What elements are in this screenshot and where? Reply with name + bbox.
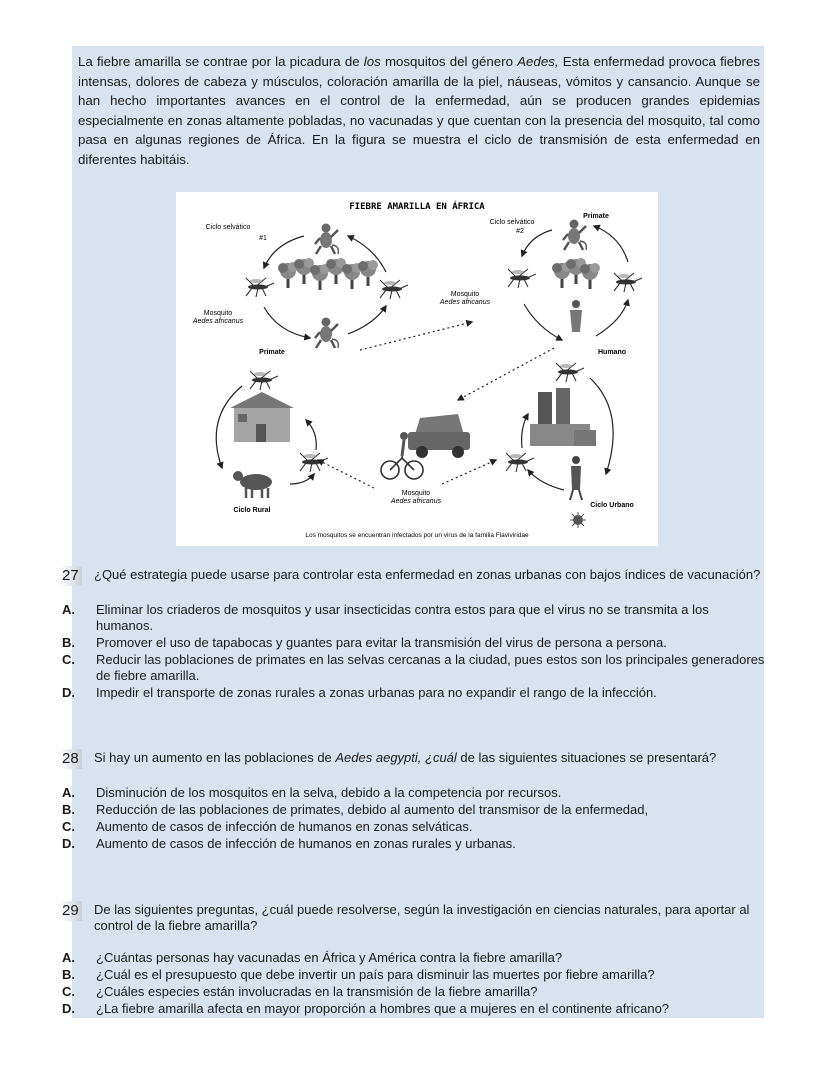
option-a[interactable] bbox=[60, 602, 765, 634]
option-text: Promover el uso de tapabocas y guantes para evitar la transmisión del virus de persona a persona. bbox=[96, 635, 667, 650]
label-primate-top: Primate bbox=[583, 213, 609, 220]
question-number: 27 bbox=[60, 566, 82, 586]
intro-paragraph bbox=[78, 52, 760, 170]
option-letter: C. bbox=[62, 819, 75, 834]
intro-italic: Aedes, bbox=[517, 54, 559, 69]
options-list bbox=[60, 950, 765, 1017]
human-figure-illustration bbox=[570, 300, 582, 332]
option-letter: B. bbox=[62, 635, 75, 650]
option-b[interactable] bbox=[60, 967, 765, 983]
label-ciclo-urbano: Ciclo Urbano bbox=[590, 502, 634, 509]
option-letter: B. bbox=[62, 967, 75, 982]
primate-bottom-left-icon bbox=[315, 318, 338, 349]
option-c[interactable] bbox=[60, 984, 765, 1000]
cycle-diagram bbox=[176, 192, 658, 546]
option-text: Aumento de casos de infección de humanos en zonas selváticas. bbox=[96, 819, 473, 834]
figure-caption: Los mosquitos se encuentran infectados por un virus de la familia Flaviviridae bbox=[305, 532, 529, 539]
primate-top-left-icon bbox=[315, 224, 338, 255]
option-letter: A. bbox=[62, 602, 75, 617]
option-text: Impedir el transporte de zonas rurales a zonas urbanas para no expandir el rango de la infección. bbox=[96, 685, 657, 700]
city-buildings-illustration bbox=[530, 388, 596, 446]
label-ciclo-selvatico-1: Ciclo selvático bbox=[205, 224, 251, 231]
label-ciclo-selvatico-2-num: #2 bbox=[516, 228, 524, 235]
option-letter: C. bbox=[62, 984, 75, 999]
urban-human-illustration bbox=[570, 456, 582, 500]
option-letter: B. bbox=[62, 802, 75, 817]
option-text: Aumento de casos de infección de humanos en zonas rurales y urbanas. bbox=[96, 836, 516, 851]
option-b[interactable] bbox=[60, 802, 765, 818]
option-letter: D. bbox=[62, 685, 75, 700]
question-text: ¿Qué estrategia puede usarse para controlar esta enfermedad en zonas urbanas con bajos índices de vacunación? bbox=[94, 567, 761, 582]
option-text: Disminución de los mosquitos en la selva, debido a la competencia por recursos. bbox=[96, 785, 562, 800]
question-28 bbox=[60, 750, 765, 853]
mosquito-mid-icon bbox=[508, 269, 536, 288]
options-list bbox=[60, 602, 765, 701]
dotted-arrow-primate-to-mosquito bbox=[360, 322, 472, 350]
option-text: ¿Cuál es el presupuesto que debe invertir un país para disminuir las muertes por fiebre amarilla? bbox=[96, 967, 655, 982]
mosquito-rural-top-icon bbox=[250, 371, 278, 390]
question-number: 29 bbox=[60, 901, 82, 921]
option-text: ¿La fiebre amarilla afecta en mayor proporción a hombres que a mujeres en el continente africano? bbox=[96, 1001, 670, 1016]
label-ciclo-selvatico-1-num: #1 bbox=[259, 235, 267, 242]
virus-icon bbox=[570, 512, 586, 528]
options-list bbox=[60, 785, 765, 852]
option-text: ¿Cuántas personas hay vacunadas en África y América contra la fiebre amarilla? bbox=[96, 950, 563, 965]
question-text: De las siguientes preguntas, ¿cuál puede resolverse, según la investigación en ciencias naturales, para aportar al control de la fiebre amarilla? bbox=[94, 902, 750, 933]
dotted-arrow-to-rural bbox=[318, 460, 374, 488]
option-d[interactable] bbox=[60, 1001, 765, 1017]
question-header bbox=[60, 567, 765, 586]
label-mosquito-bottom: Mosquito bbox=[401, 490, 431, 497]
mosquito-forest-right-icon bbox=[380, 280, 408, 299]
question-header bbox=[60, 902, 765, 934]
forest-trees-right-illustration bbox=[552, 258, 600, 289]
rural-house-illustration bbox=[230, 392, 294, 442]
car-illustration bbox=[408, 414, 470, 458]
forest-trees-left-illustration bbox=[278, 258, 378, 290]
label-ciclo-rural: Ciclo Rural bbox=[233, 507, 271, 514]
intro-text: Esta enfermedad provoca fiebres intensas, dolores de cabeza y músculos, coloración amarilla de la piel, náuseas, vómitos y cansancio. Aunque se han hecho importantes avances en el control de la enfermedad, aún se producen grandes epidemias especialmente en zonas altamente pobladas, no vacunadas y que cuentan con la presencia del mosquito, tal como pasa en algunas regiones de África. En la figura se muestra el ciclo de transmisión de esta enfermedad en diferentes habitáis. bbox=[78, 54, 760, 167]
option-letter: D. bbox=[62, 1001, 75, 1016]
label-ciclo-selvatico-2: Ciclo selvático bbox=[489, 219, 535, 226]
question-text-part: Si hay un aumento en las poblaciones de bbox=[94, 750, 336, 765]
dotted-arrow-to-urban bbox=[442, 460, 496, 484]
label-aedes-mid: Aedes africanus bbox=[439, 299, 491, 306]
label-humano: Humano bbox=[598, 349, 626, 356]
primate-top-right-icon bbox=[563, 220, 586, 251]
option-c[interactable] bbox=[60, 652, 765, 684]
mosquito-right-icon bbox=[614, 273, 642, 292]
option-text: Reducir las poblaciones de primates en las selvas cercanas a la ciudad, pues estos son los principales generadores de fiebre amarilla. bbox=[96, 652, 765, 683]
label-primate-left: Primate bbox=[259, 349, 285, 356]
question-number: 28 bbox=[60, 749, 82, 769]
mosquito-urban-left-icon bbox=[506, 453, 534, 472]
option-text: Eliminar los criaderos de mosquitos y usar insecticidas contra estos para que el virus no se transmita a los humanos. bbox=[96, 602, 709, 633]
question-text-italic: Aedes aegypti, ¿cuál bbox=[335, 750, 457, 765]
option-text: Reducción de las poblaciones de primates, debido al aumento del transmisor de la enfermedad, bbox=[96, 802, 649, 817]
transmission-cycle-figure bbox=[176, 192, 658, 546]
question-29 bbox=[60, 902, 765, 1018]
label-mosquito-left: Mosquito bbox=[203, 310, 233, 317]
option-b[interactable] bbox=[60, 635, 765, 651]
option-letter: A. bbox=[62, 785, 75, 800]
cattle-illustration bbox=[233, 471, 272, 498]
question-text-part: de las siguientes situaciones se presentará? bbox=[456, 750, 717, 765]
intro-italic: los bbox=[363, 54, 381, 69]
question-text bbox=[94, 750, 765, 766]
label-mosquito-mid: Mosquito bbox=[450, 291, 480, 298]
question-header bbox=[60, 750, 765, 769]
option-d[interactable] bbox=[60, 836, 765, 852]
option-a[interactable] bbox=[60, 950, 765, 966]
mosquito-left-icon bbox=[246, 278, 274, 297]
option-letter: A. bbox=[62, 950, 75, 965]
option-text: ¿Cuáles especies están involucradas en la transmisión de la fiebre amarilla? bbox=[96, 984, 538, 999]
option-letter: C. bbox=[62, 652, 75, 667]
figure-title: FIEBRE AMARILLA EN ÁFRICA bbox=[349, 202, 485, 212]
intro-text: La fiebre amarilla se contrae por la picadura de bbox=[78, 54, 364, 69]
option-a[interactable] bbox=[60, 785, 765, 801]
mosquito-urban-top-icon bbox=[556, 363, 584, 382]
option-c[interactable] bbox=[60, 819, 765, 835]
label-aedes-left: Aedes africanus bbox=[192, 318, 244, 325]
intro-text: mosquitos del género bbox=[380, 54, 518, 69]
label-aedes-bottom: Aedes africanus bbox=[390, 498, 442, 505]
question-27 bbox=[60, 567, 765, 702]
option-d[interactable] bbox=[60, 685, 765, 701]
option-letter: D. bbox=[62, 836, 75, 851]
